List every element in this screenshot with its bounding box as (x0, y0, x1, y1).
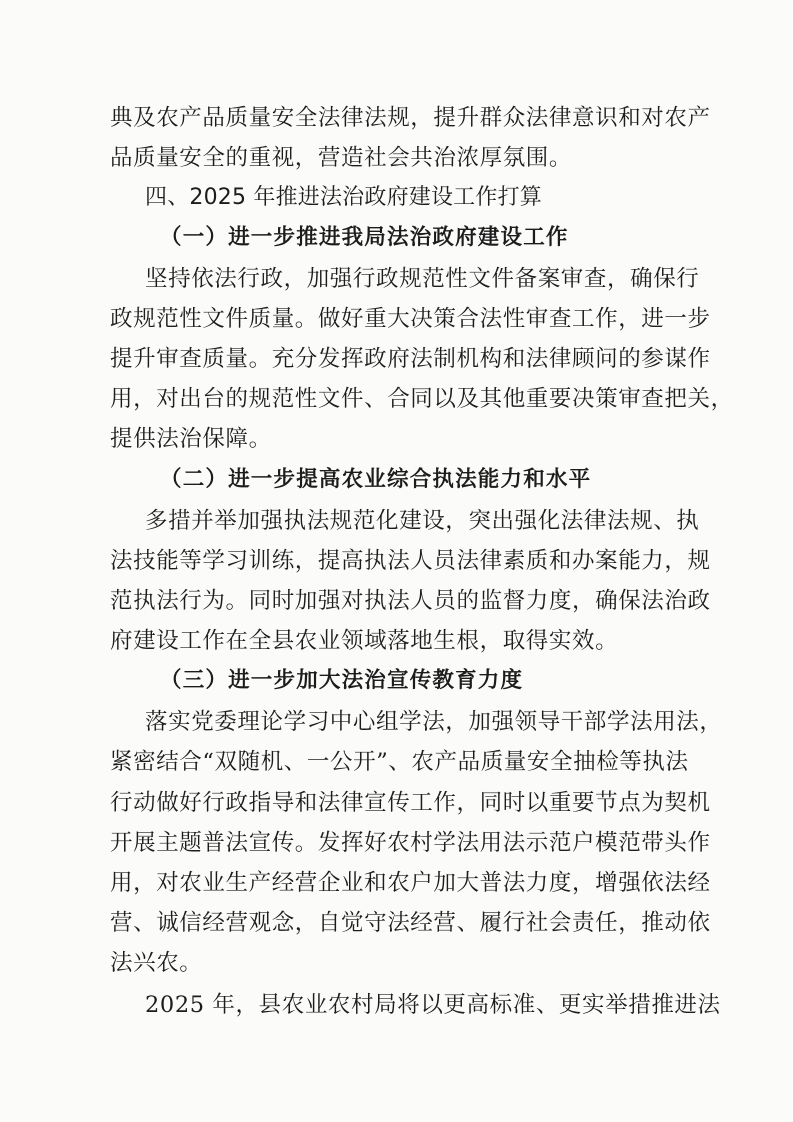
body-text-line: 范执法行为。同时加强对执法人员的监督力度，确保法治政 (110, 588, 711, 614)
body-text-line: 品质量安全的重视，营造社会共治浓厚氛围。 (110, 145, 573, 171)
body-text-line: 提升审查质量。充分发挥政府法制机构和法律顾问的参谋作 (110, 346, 711, 372)
body-text-line: 法技能等学习训练，提高执法人员法律素质和办案能力，规 (110, 548, 711, 574)
body-text-line: 用，对出台的规范性文件、合同以及其他重要决策审查把关， (110, 386, 734, 412)
body-text-line: 用，对农业生产经营企业和农户加大普法力度，增强依法经 (110, 870, 711, 896)
body-text-line: 开展主题普法宣传。发挥好农村学法用法示范户模范带头作 (110, 830, 711, 856)
body-text-line: 提供法治保障。 (110, 426, 272, 452)
body-text-line: 府建设工作在全县农业领域落地生根，取得实效。 (110, 628, 619, 654)
subsection-heading: （一）进一步推进我局法治政府建设工作 (160, 225, 569, 250)
body-text-line: 典及农产品质量安全法律法规，提升群众法律意识和对农产 (110, 105, 711, 131)
subsection-heading: （二）进一步提高农业综合执法能力和水平 (160, 467, 592, 492)
body-text-line: 落实党委理论学习中心组学法，加强领导干部学法用法， (145, 709, 723, 735)
body-text-line: 法兴农。 (110, 950, 203, 976)
subsection-heading: （三）进一步加大法治宣传教育力度 (160, 668, 524, 693)
body-text-line: 坚持依法行政，加强行政规范性文件备案审查，确保行 (145, 266, 700, 292)
body-text-line: 2025 年，县农业农村局将以更高标准、更实举措推进法 (145, 992, 721, 1018)
body-text-line: 营、诚信经营观念，自觉守法经营、履行社会责任，推动依 (110, 910, 711, 936)
section-heading: 四、2025 年推进法治政府建设工作打算 (145, 185, 542, 210)
body-text-line: 政规范性文件质量。做好重大决策合法性审查工作，进一步 (110, 306, 711, 332)
body-text-line: 多措并举加强执法规范化建设，突出强化法律法规、执 (145, 508, 700, 534)
body-text-line: 行动做好行政指导和法律宣传工作，同时以重要节点为契机 (110, 790, 711, 816)
body-text-line: 紧密结合“双随机、一公开”、农产品质量安全抽检等执法 (110, 749, 689, 775)
